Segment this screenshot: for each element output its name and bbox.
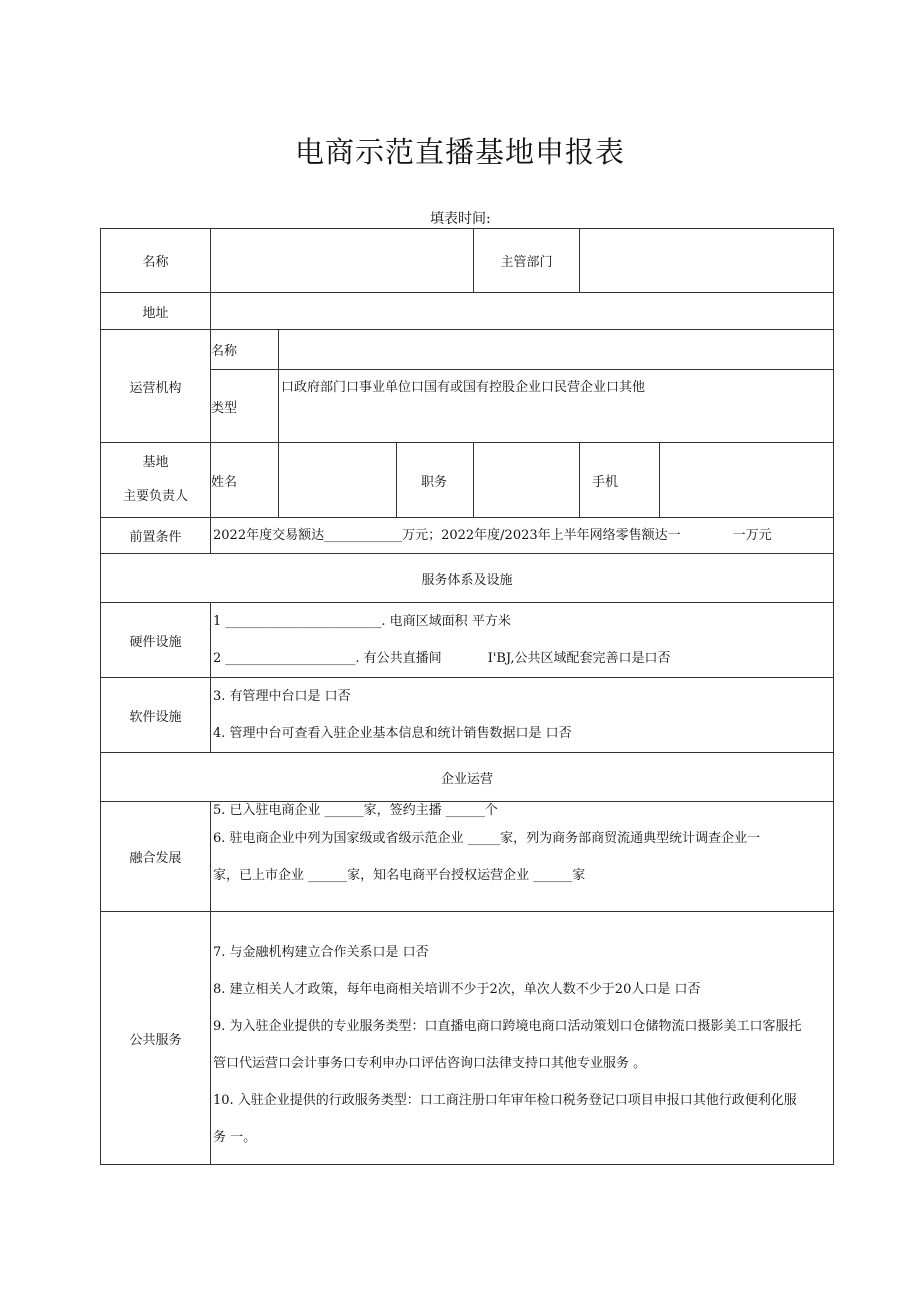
principal-label-line1: 基地 — [142, 455, 169, 470]
integration-label: 融合发展 — [101, 802, 211, 912]
precondition-label: 前置条件 — [101, 518, 211, 554]
principal-name-field[interactable] — [279, 443, 397, 518]
section-ops-title: 企业运营 — [101, 753, 834, 802]
row-address — [101, 293, 834, 330]
principal-position-field[interactable] — [474, 443, 580, 518]
integration-field[interactable] — [211, 802, 834, 912]
integration-line-1: 5. 已入驻电商企业 ______家，签约主播 ______个 — [213, 803, 498, 818]
name-field[interactable] — [211, 229, 474, 293]
principal-phone-field[interactable] — [660, 443, 834, 518]
address-field[interactable] — [211, 293, 834, 330]
principal-position-label: 职务 — [397, 443, 474, 518]
row-principal — [101, 443, 834, 518]
integration-line-3: 家，已上市企业 ______家，知名电商平台授权运营企业 ______家 — [213, 868, 586, 883]
principal-phone-label: 手机 — [580, 443, 660, 518]
public-service-line-5: 10. 入驻企业提供的行政服务类型：口工商注册口年审年检口税务登记口项目申报口其他行政便利化服 — [213, 1093, 797, 1108]
fill-date-label: 填表时间: — [430, 211, 491, 227]
hardware-label: 硬件设施 — [101, 603, 211, 678]
hardware-line-1: 1 ________________________. 电商区域面积 平方米 — [213, 614, 511, 629]
software-label: 软件设施 — [101, 678, 211, 753]
integration-line-2: 6. 驻电商企业中列为国家级或省级示范企业 _____家，列为商务部商贸流通典型统计调查企业一 — [213, 831, 761, 846]
public-service-line-4: 管口代运营口会计事务口专利申办口评估咨询口法律支持口其他专业服务 。 — [213, 1056, 647, 1071]
row-integration — [101, 802, 834, 912]
operator-type-text: 口政府部门口事业单位口国有或国有控股企业口民营企业口其他 — [281, 380, 646, 395]
public-service-label: 公共服务 — [101, 912, 211, 1165]
row-precondition — [101, 518, 834, 554]
row-operator-type — [101, 370, 834, 443]
public-service-line-6: 务 一。 — [213, 1130, 257, 1145]
public-service-line-1: 7. 与金融机构建立合作关系口是 口否 — [213, 945, 429, 960]
page-title: 电商示范直播基地申报表 — [294, 135, 625, 169]
operator-type-label: 类型 — [211, 370, 279, 443]
section-service-title: 服务体系及设施 — [101, 554, 834, 603]
principal-label — [101, 443, 211, 518]
dept-field[interactable] — [580, 229, 834, 293]
row-section-ops — [101, 753, 834, 802]
precondition-field[interactable] — [211, 518, 834, 554]
operator-type-options[interactable] — [279, 370, 834, 443]
hardware-field[interactable] — [211, 603, 834, 678]
address-label: 地址 — [101, 293, 211, 330]
row-hardware — [101, 603, 834, 678]
software-line-1: 3. 有管理中台口是 口否 — [213, 689, 351, 704]
principal-name-label: 姓名 — [211, 443, 279, 518]
public-service-line-2: 8. 建立相关人才政策，每年电商相关培训不少于2次，单次人数不少于20人口是 口否 — [213, 982, 701, 997]
software-field[interactable] — [211, 678, 834, 753]
principal-label-line2: 主要负责人 — [122, 489, 188, 504]
precondition-text: 2022年度交易额达____________万元；2022年度/2023年上半年网络零售额达一 一万元 — [213, 527, 772, 543]
name-label: 名称 — [101, 229, 211, 293]
row-name — [101, 229, 834, 293]
application-form — [100, 228, 834, 1165]
row-section-service — [101, 554, 834, 603]
row-public-service — [101, 912, 834, 1165]
public-service-line-3: 9. 为入驻企业提供的专业服务类型：口直播电商口跨境电商口活动策划口仓储物流口摄影美工口客服托 — [213, 1019, 802, 1034]
operator-name-field[interactable] — [279, 330, 834, 370]
operator-label: 运营机构 — [101, 330, 211, 443]
software-line-2: 4. 管理中台可查看入驻企业基本信息和统计销售数据口是 口否 — [213, 726, 572, 741]
row-software — [101, 678, 834, 753]
operator-name-label: 名称 — [211, 330, 279, 370]
row-operator-name — [101, 330, 834, 370]
public-service-field[interactable] — [211, 912, 834, 1165]
hardware-line-2: 2 ____________________. 有公共直播间 I'BJ,公共区域配套完善口是口否 — [213, 651, 671, 666]
dept-label: 主管部门 — [474, 229, 580, 293]
